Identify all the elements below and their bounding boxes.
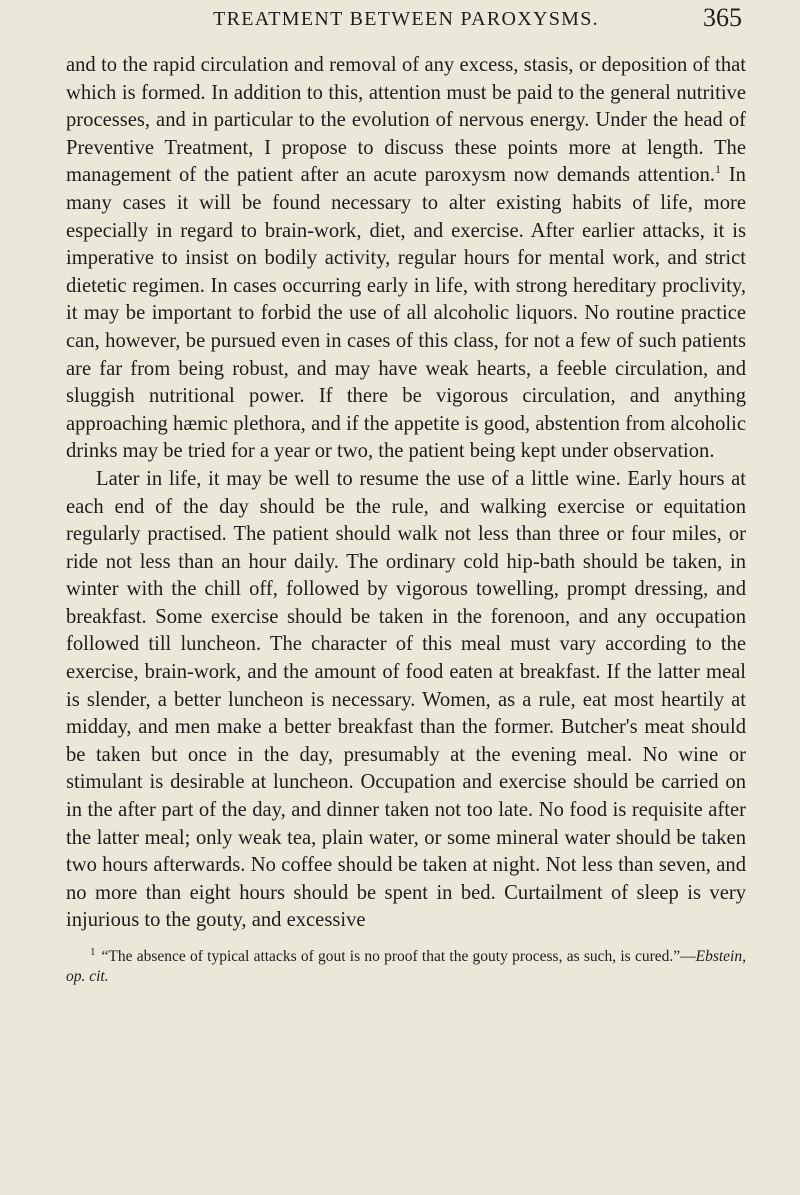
footnote-reference: 1 (715, 162, 722, 177)
footnotes (66, 947, 746, 987)
page-header (66, 0, 746, 42)
page-number: 365 (703, 3, 742, 32)
paragraph-2: Later in life, it may be well to resume the use of a little wine. Early hours at each end of the day should be the rule, and walking exercise or equitation regularly practised. The patient should walk not less than three or four miles, or ride not less than an hour daily. The ordinary cold hip-bath should be taken, in winter with the chill off, followed by vigorous towelling, prompt dressing, and breakfast. Some exercise should be taken in the forenoon, and any occupation followed till luncheon. The character of this meal must vary according to the exercise, brain-work, and the amount of food eaten at breakfast. If the latter meal is slender, a better luncheon is necessary. Women, as a rule, eat most heartily at midday, and men make a better breakfast than the former. Butcher's meat should be taken but once in the day, presumably at the evening meal. No wine or stimulant is desirable at luncheon. Occupation and exercise should be carried on in the after part of the day, and dinner taken not too late. No food is requisite after the latter meal; only weak tea, plain water, or some mineral water should be taken two hours afterwards. No coffee should be taken at night. Not less than seven, and no more than eight hours should be spent in bed. Curtailment of sleep is very injurious to the gouty, and excessive (66, 467, 746, 932)
paragraph-1 (66, 52, 746, 466)
running-title: TREATMENT BETWEEN PAROXYSMS. (213, 8, 599, 30)
footnote-1 (66, 947, 746, 987)
footnote-mark: 1 (90, 945, 96, 958)
paragraph-1-part-2: In many cases it will be found necessary to alter existing habits of life, more especially in regard to brain-work, diet, and exercise. After earlier attacks, it is imperative to insist on bodily activity, regular hours for mental work, and strict dietetic regimen. In cases occurring early in life, with strong hereditary proclivity, it may be important to forbid the use of all alcoholic liquors. No routine practice can, however, be pursued even in cases of this class, for not a few of such patients are far from being robust, and may have weak hearts, a feeble circulation, and sluggish nutritional power. If there be vigorous circulation, and anything approaching hæmic plethora, and if the appetite is good, abstention from alcoholic drinks may be tried for a year or two, the patient being kept under observation. (66, 164, 746, 463)
footnote-text: “The absence of typical attacks of gout is no proof that the gouty process, as such, is cured.”— (101, 948, 696, 965)
body-text (66, 52, 746, 935)
footnote-citation: Ebstein, op. cit. (66, 948, 746, 985)
paragraph-1-part-1: and to the rapid circulation and removal of any excess, stasis, or deposition of that which is formed. In addition to this, attention must be paid to the general nutritive processes, and in particular to the evolution of nervous energy. Under the head of Preventive Treatment, I propose to discuss these points more at length. The management of the patient after an acute paroxysm now demands attention. (66, 54, 746, 187)
